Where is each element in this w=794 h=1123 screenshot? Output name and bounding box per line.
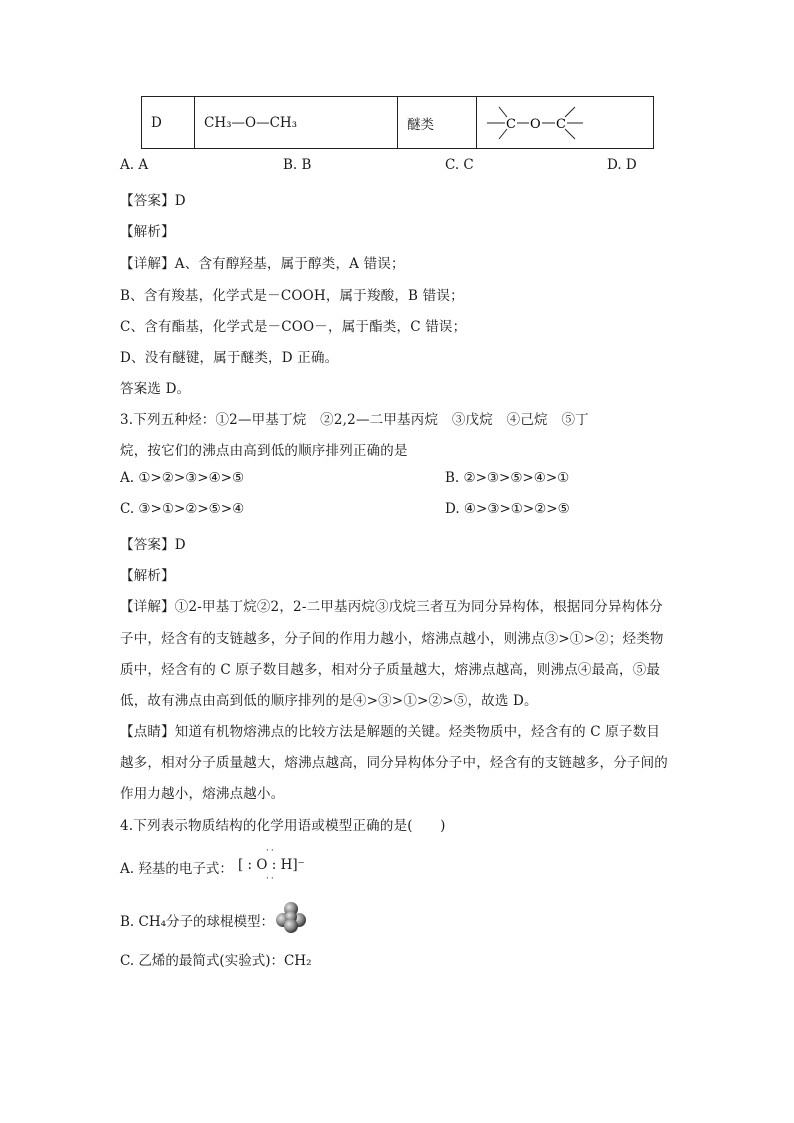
q4-option-b-label: B. CH₄分子的球棍模型： bbox=[120, 914, 275, 930]
q4-option-c: C. 乙烯的最简式(实验式)：CH₂ bbox=[120, 953, 312, 969]
row-class: 醚类 bbox=[398, 97, 477, 149]
q3-answer: 【答案】D bbox=[120, 537, 186, 553]
group-c1: C bbox=[506, 117, 516, 132]
q3-option-a: A. ①>②>③>④>⑤ bbox=[120, 470, 245, 486]
ether-group-structure bbox=[485, 99, 595, 147]
q4-option-a-formula: [ : O : H]⁻ bbox=[238, 857, 305, 873]
q3-tip-line: 【点睛】知道有机物熔沸点的比较方法是解题的关键。烃类物质中，烃含有的 C 原子数目 bbox=[120, 724, 661, 740]
group-c2: C bbox=[556, 117, 566, 132]
q3-stem-line: 烷，按它们的沸点由高到低的顺序排列正确的是 bbox=[120, 443, 408, 459]
q2-answer: 【答案】D bbox=[120, 193, 186, 209]
q3-option-d: D. ④>③>①>②>⑤ bbox=[445, 501, 570, 517]
q3-analysis-heading: 【解析】 bbox=[120, 568, 175, 584]
q3-option-c: C. ③>①>②>⑤>④ bbox=[120, 501, 245, 517]
q2-option-d: D. D bbox=[607, 157, 637, 173]
row-group-cell bbox=[477, 97, 654, 149]
q2-option-c: C. C bbox=[445, 157, 474, 173]
group-text bbox=[477, 97, 478, 98]
q3-option-b: B. ②>③>⑤>④>① bbox=[445, 470, 570, 486]
row-formula: CH₃—O—CH₃ bbox=[195, 97, 398, 149]
q2-detail-line: D、没有醚键，属于醚类，D 正确。 bbox=[120, 350, 339, 366]
q3-detail-line: 质中，烃含有的 C 原子数目越多，相对分子质量越大，熔沸点越高，则沸点④最高，⑤最 bbox=[120, 662, 661, 678]
q2-analysis-heading: 【解析】 bbox=[120, 224, 175, 240]
q2-detail-line: C、含有酯基，化学式是－COO－，属于酯类，C 错误； bbox=[120, 319, 467, 335]
lone-pair-dots-top: ·· bbox=[266, 846, 276, 856]
q3-detail-line: 子中，烃含有的支链越多，分子间的作用力越小，熔沸点越小，则沸点③>①>②；烃类物 bbox=[120, 631, 664, 647]
answer-table bbox=[141, 96, 654, 149]
group-o: O bbox=[530, 117, 541, 132]
q3-tip-line: 越多，相对分子质量越大，熔沸点越高，同分异构体分子中，烃含有的支链越多，分子间的 bbox=[120, 755, 668, 771]
row-label: D bbox=[142, 97, 195, 149]
q2-option-a: A. A bbox=[120, 157, 149, 173]
methane-ball-model-icon bbox=[275, 901, 307, 933]
q2-detail-line: 答案选 D。 bbox=[120, 381, 191, 397]
q2-detail-line: B、含有羧基，化学式是－COOH，属于羧酸，B 错误； bbox=[120, 288, 464, 304]
table-row bbox=[142, 97, 654, 149]
q4-option-a-label: A. 羟基的电子式： bbox=[120, 861, 233, 877]
q3-tip-line: 作用力越小，熔沸点越小。 bbox=[120, 786, 285, 802]
q3-stem-line: 3.下列五种烃：①2—甲基丁烷 ②2,2—二甲基丙烷 ③戊烷 ④己烷 ⑤丁 bbox=[120, 412, 589, 428]
lone-pair-dots-bottom: ·· bbox=[266, 874, 276, 884]
q4-stem: 4.下列表示物质结构的化学用语或模型正确的是( ) bbox=[120, 818, 446, 834]
q3-detail-line: 【详解】①2-甲基丁烷②2，2-二甲基丙烷③戊烷三者互为同分异构体，根据同分异构体分 bbox=[120, 599, 663, 615]
q2-option-b: B. B bbox=[283, 157, 312, 173]
q3-detail-line: 低，故有沸点由高到低的顺序排列的是④>③>①>②>⑤，故选 D。 bbox=[120, 693, 538, 709]
q2-detail-line: 【详解】A、含有醇羟基，属于醇类，A 错误； bbox=[120, 256, 405, 272]
